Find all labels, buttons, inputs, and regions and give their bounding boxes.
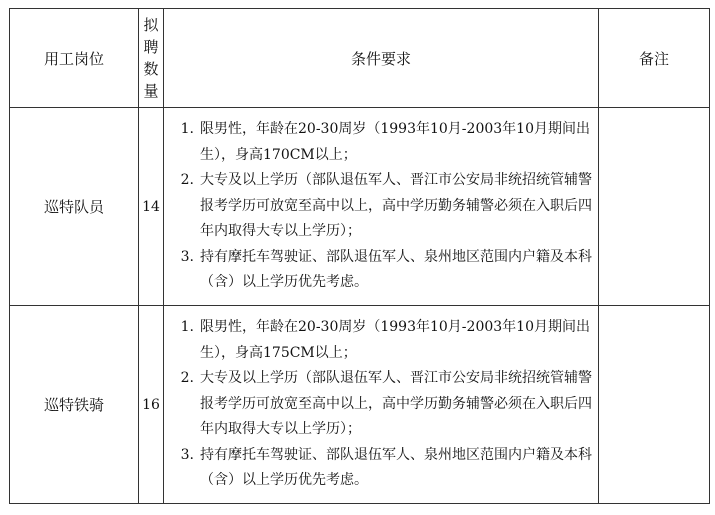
quantity-cell: 16: [139, 306, 164, 504]
requirement-number: 3.: [180, 248, 194, 265]
requirements-cell: [164, 108, 599, 306]
quantity-cell: 14: [139, 108, 164, 306]
requirement-text: 持有摩托车驾驶证、部队退伍军人、泉州地区范围内户籍及本科（含）以上学历优先考虑。: [200, 446, 592, 489]
table-header-row: [10, 9, 710, 108]
requirement-number: 2.: [180, 172, 194, 189]
requirement-item: [164, 443, 598, 494]
header-remarks: 备注: [599, 9, 710, 108]
requirement-item: [164, 366, 598, 443]
requirement-text: 大专及以上学历（部队退伍军人、晋江市公安局非统招统管辅警报考学历可放宽至高中以上，高中学历勤务辅警必须在入职后四年内取得大专以上学历）；: [200, 370, 592, 438]
requirement-text: 持有摩托车驾驶证、部队退伍军人、泉州地区范围内户籍及本科（含）以上学历优先考虑。: [200, 248, 592, 291]
requirement-text: 限男性，年龄在20-30周岁（1993年10月-2003年10月期间出生），身高170CM以上；: [200, 121, 590, 163]
requirement-number: 1.: [180, 121, 194, 138]
requirement-text: 限男性，年龄在20-30周岁（1993年10月-2003年10月期间出生），身高175CM以上；: [200, 319, 590, 361]
requirements-cell: [164, 306, 599, 504]
requirement-number: 3.: [180, 446, 194, 463]
position-cell: 巡特队员: [10, 108, 139, 306]
header-requirements: 条件要求: [164, 9, 599, 108]
table-row: [10, 306, 710, 504]
requirement-number: 1.: [180, 319, 194, 336]
requirement-item: [164, 245, 598, 296]
remarks-cell: [599, 108, 710, 306]
header-position: 用工岗位: [10, 9, 139, 108]
recruitment-table: [9, 8, 710, 504]
requirement-number: 2.: [180, 370, 194, 387]
remarks-cell: [599, 306, 710, 504]
requirement-item: [164, 117, 598, 168]
header-quantity: 拟聘数量: [139, 9, 164, 108]
position-cell: 巡特铁骑: [10, 306, 139, 504]
requirement-item: [164, 315, 598, 366]
table-row: [10, 108, 710, 306]
requirement-item: [164, 168, 598, 245]
requirement-text: 大专及以上学历（部队退伍军人、晋江市公安局非统招统管辅警报考学历可放宽至高中以上，高中学历勤务辅警必须在入职后四年内取得大专以上学历）；: [200, 172, 592, 240]
